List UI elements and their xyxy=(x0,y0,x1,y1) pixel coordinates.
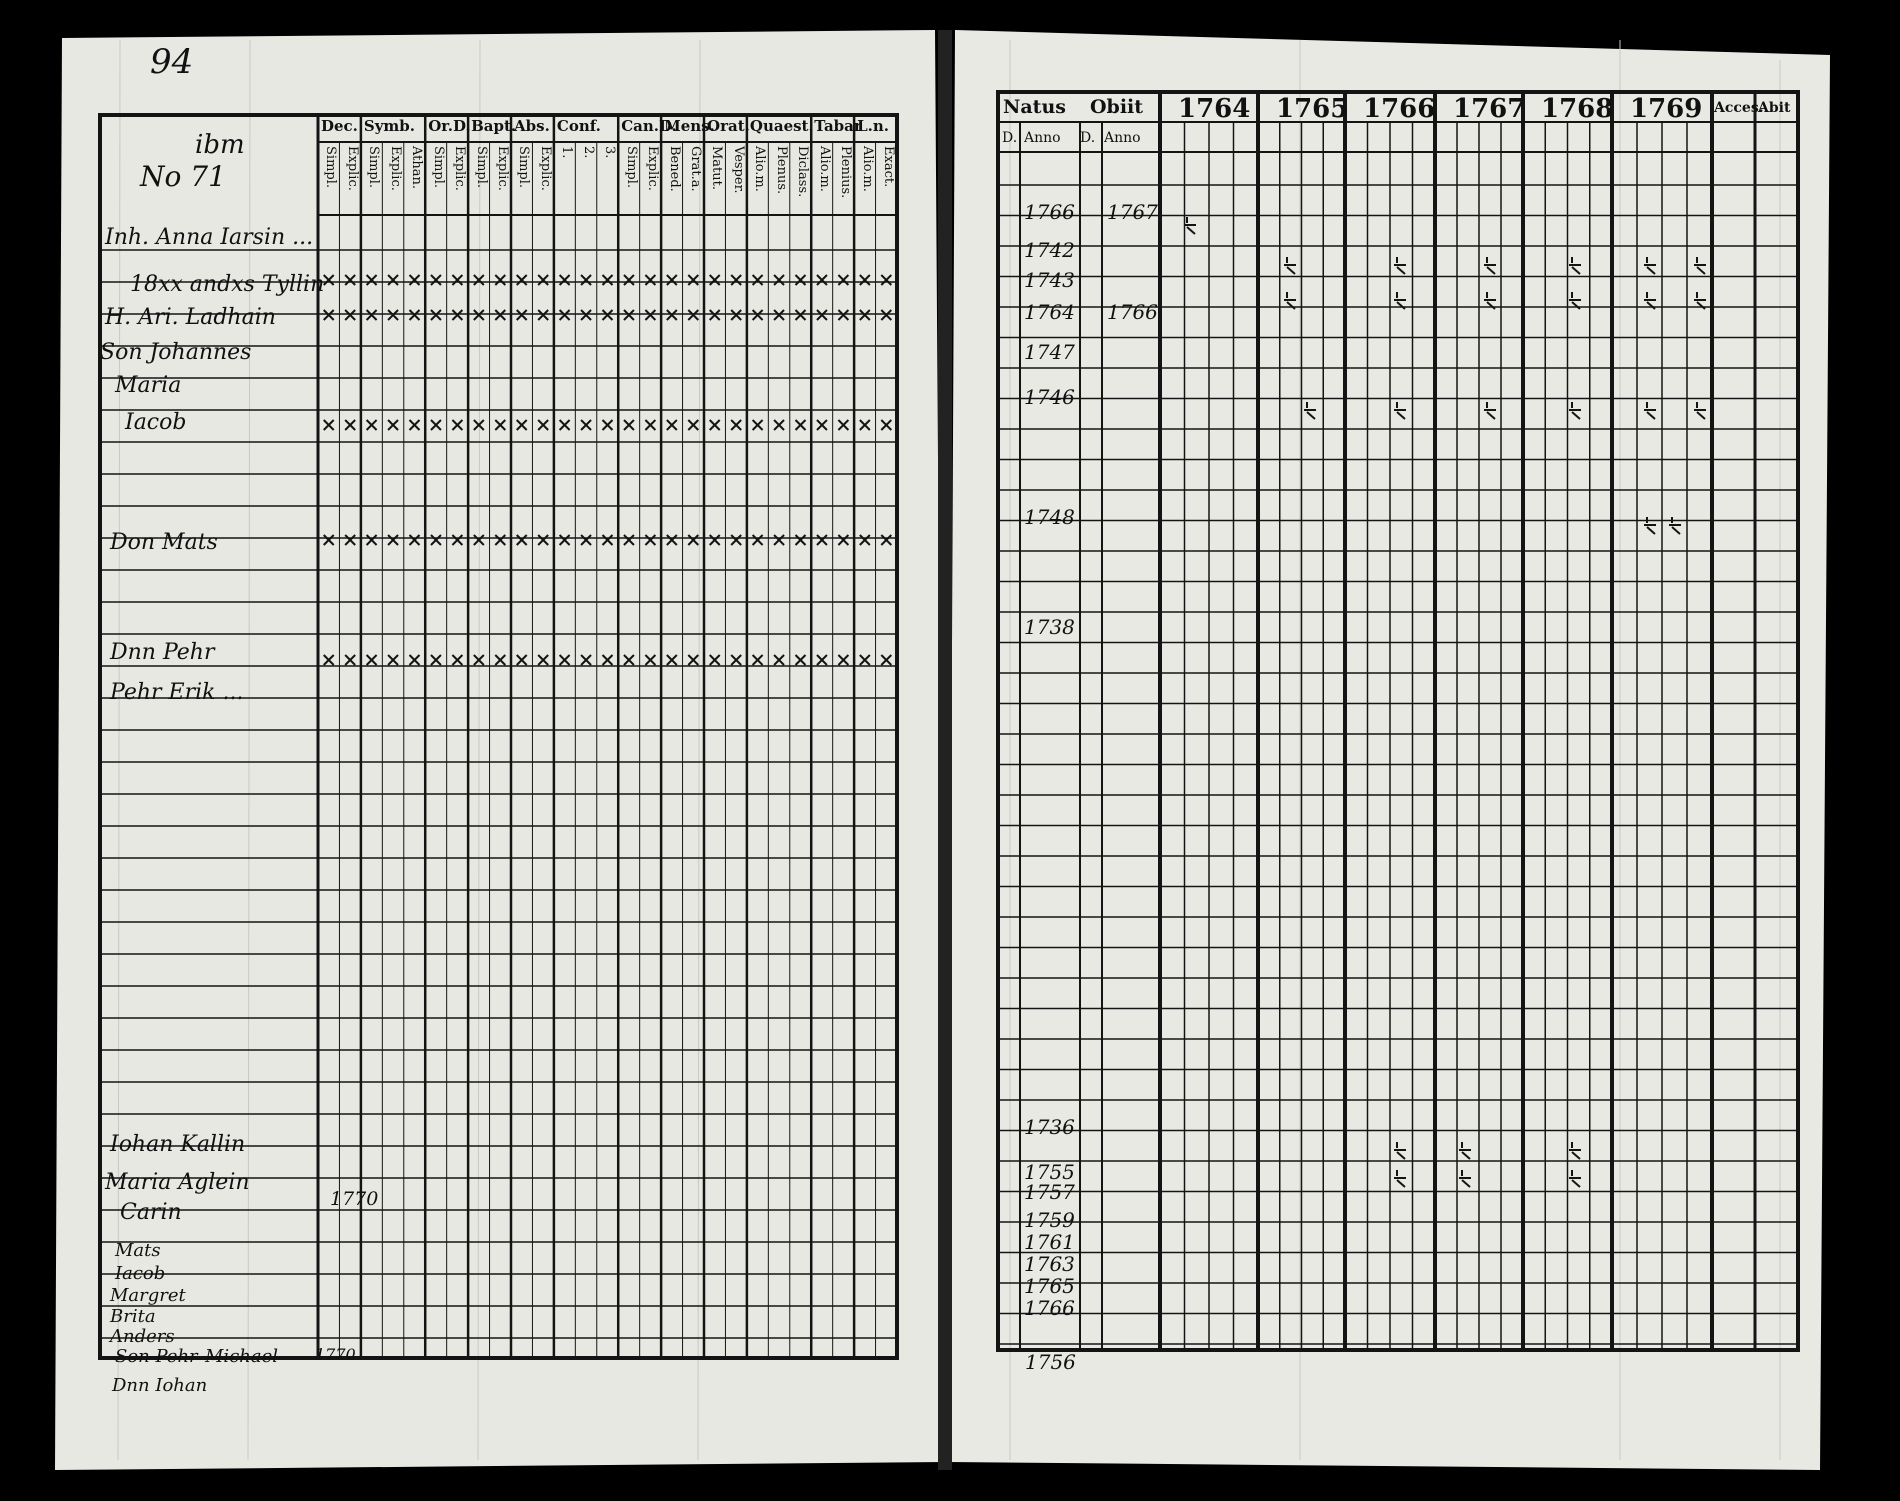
person-name: 18xx andxs Tyllin xyxy=(130,272,325,297)
birth-year: 1765 xyxy=(1024,1274,1075,1298)
death-year: 1766 xyxy=(1107,300,1158,324)
column-subheader: Bened. xyxy=(666,146,682,192)
person-name: Iohan Kallin xyxy=(110,1132,246,1157)
person-name: Inh. Anna Iarsin ... xyxy=(105,225,314,250)
column-subheader: 1. xyxy=(559,146,575,159)
column-subheader: 2. xyxy=(580,146,596,159)
column-header: Bapt. xyxy=(471,117,517,135)
person-name: Iacob xyxy=(115,1263,166,1284)
person-name: Iacob xyxy=(125,410,187,435)
year-header: 1769 xyxy=(1630,94,1703,124)
house-number: No 71 xyxy=(140,160,226,193)
birth-year: 1755 xyxy=(1024,1160,1075,1184)
column-subheader: Alio.m. xyxy=(816,146,832,192)
column-subheader: Explic. xyxy=(495,146,510,191)
person-name: Don Mats xyxy=(110,530,218,555)
column-header: Mens. xyxy=(664,117,715,135)
obiit-header: Obiit xyxy=(1090,96,1144,118)
column-header: Can.D. xyxy=(621,117,677,135)
birth-year: 1748 xyxy=(1024,505,1075,529)
column-subheader: Diclass. xyxy=(795,146,811,198)
column-subheader: Explic. xyxy=(344,146,360,191)
column-subheader: Simpl. xyxy=(366,146,382,189)
birth-year: 1766 xyxy=(1024,1296,1075,1320)
person-name: Son Johannes xyxy=(100,340,252,365)
birth-year: 1746 xyxy=(1024,385,1075,409)
column-header: Conf. xyxy=(556,117,601,135)
birth-year: 1759 xyxy=(1024,1208,1075,1232)
house-label: ibm xyxy=(195,130,245,160)
column-header: Quaest. xyxy=(749,117,814,135)
column-subheader: Athan. xyxy=(409,146,425,190)
obiit-day-header: D. xyxy=(1080,130,1096,146)
column-subheader: Simpl. xyxy=(323,146,339,189)
book-gutter xyxy=(938,30,952,1470)
birth-year: 1763 xyxy=(1024,1252,1075,1276)
person-name: Pehr Erik ... xyxy=(110,680,244,705)
person-name: Margret xyxy=(110,1285,186,1306)
entry-note-date: 1770 xyxy=(330,1188,379,1210)
column-header: Dec. xyxy=(321,117,358,135)
column-subheader: Explic. xyxy=(645,146,661,191)
person-name: Anders xyxy=(110,1326,175,1347)
person-name: Dnn Pehr xyxy=(110,640,215,665)
column-subheader: Alio.m. xyxy=(752,146,768,192)
person-name: Maria xyxy=(115,373,182,398)
column-subheader: Simpl. xyxy=(430,146,446,189)
year-header: 1764 xyxy=(1178,94,1251,124)
column-subheader: Plenus. xyxy=(773,146,789,195)
column-header: Tabar xyxy=(814,117,862,135)
person-name: Mats xyxy=(115,1240,161,1261)
column-subheader: Simpl. xyxy=(623,146,639,189)
column-header: Symb. xyxy=(363,117,416,135)
natus-day-header: D. xyxy=(1002,130,1018,146)
obiit-year-header: Anno xyxy=(1104,130,1141,146)
birth-year: 1757 xyxy=(1024,1180,1075,1204)
birth-year: 1742 xyxy=(1024,238,1075,262)
column-header: Orat. xyxy=(707,117,750,135)
birth-year: 1766 xyxy=(1024,200,1075,224)
year-header: 1767 xyxy=(1453,94,1526,124)
entry-bottom-date: 1770 xyxy=(315,1345,356,1364)
person-name: Brita xyxy=(110,1306,156,1327)
natus-year-header: Anno xyxy=(1024,130,1061,146)
natus-header: Natus xyxy=(1003,96,1066,118)
year-header: 1766 xyxy=(1363,94,1436,124)
column-subheader: Vesper. xyxy=(730,146,746,194)
birth-year: 1743 xyxy=(1024,268,1075,292)
column-subheader: Plenius. xyxy=(838,146,854,199)
column-subheader: 3. xyxy=(602,146,618,159)
column-subheader: Exact. xyxy=(881,146,896,188)
birth-year: 1764 xyxy=(1024,300,1075,324)
column-subheader: Explic. xyxy=(387,146,403,191)
person-name: H. Ari. Ladhain xyxy=(105,305,276,330)
person-name: Michael xyxy=(205,1346,279,1367)
person-name: Dnn Iohan xyxy=(112,1375,208,1396)
birth-year: 1736 xyxy=(1024,1115,1075,1139)
year-header: 1765 xyxy=(1276,94,1349,124)
person-name: Carin xyxy=(120,1200,182,1225)
page-number: 94 xyxy=(150,42,194,82)
column-header: L.n. xyxy=(857,117,890,135)
accessit-header: Acces. xyxy=(1714,100,1764,116)
column-subheader: Alio.m. xyxy=(859,146,875,192)
column-subheader: Grat.a. xyxy=(688,146,703,192)
column-subheader: Explic. xyxy=(537,146,553,191)
birth-year: 1738 xyxy=(1024,615,1075,639)
column-subheader: Simpl. xyxy=(473,146,489,189)
column-subheader: Explic. xyxy=(452,146,468,191)
person-name: Maria Aglein xyxy=(105,1170,250,1195)
column-header: Or.D. xyxy=(428,117,471,135)
birth-year: 1761 xyxy=(1024,1230,1075,1254)
person-name: Son Pehr xyxy=(115,1346,198,1367)
death-year: 1767 xyxy=(1107,200,1158,224)
birth-year: 1747 xyxy=(1024,340,1075,364)
column-subheader: Matut. xyxy=(709,146,725,191)
column-subheader: Simpl. xyxy=(516,146,532,189)
footer-year: 1756 xyxy=(1025,1350,1076,1374)
year-header: 1768 xyxy=(1541,94,1614,124)
abiit-header: Abit xyxy=(1758,100,1791,116)
column-header: Abs. xyxy=(514,117,550,135)
